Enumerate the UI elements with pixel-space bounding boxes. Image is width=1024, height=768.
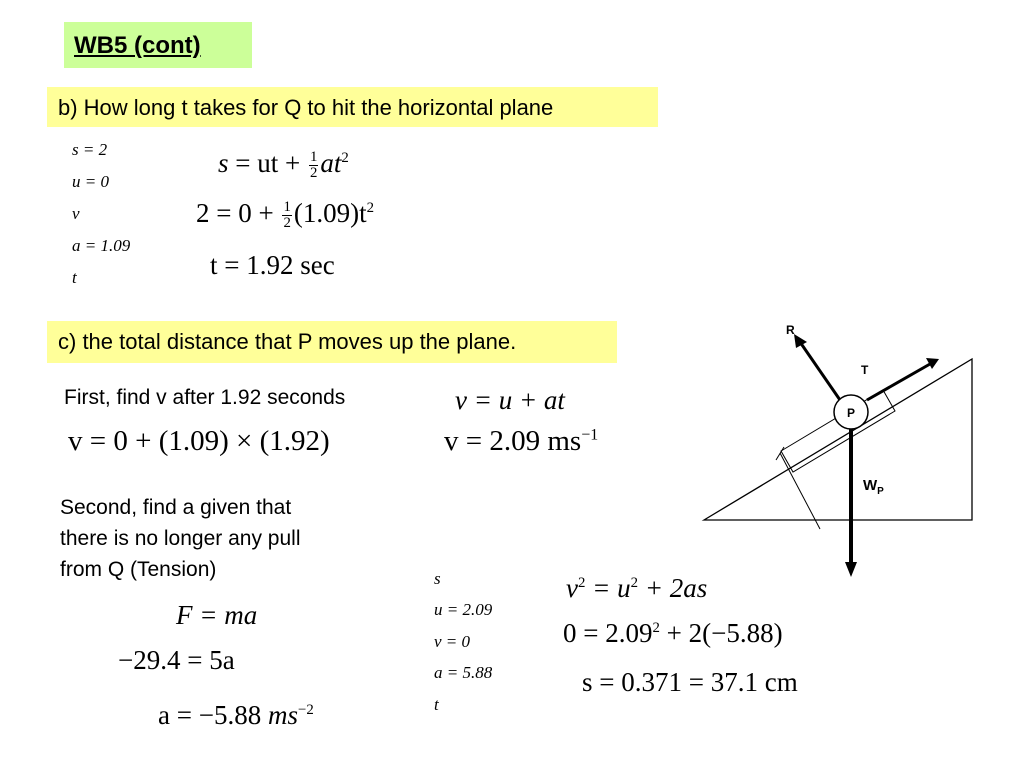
equation-velocity: v = u + at [455, 385, 565, 415]
suvat-item: v = 0 [434, 632, 471, 651]
equation-time-result: t = 1.92 sec [210, 250, 335, 280]
equation-force-substituted: −29.4 = 5a [118, 645, 235, 675]
equation-suvat-displacement: s = ut + $\frac{1}{2}$ $at^2$ [218, 148, 349, 182]
suvat-item: s [434, 569, 441, 588]
force-label-r: R [786, 323, 795, 337]
suvat-item: u = 2.09 [434, 600, 493, 619]
suvat-item: s = 2 [72, 140, 108, 159]
part-c-heading: c) the total distance that P moves up the plane. [58, 329, 517, 354]
fraction-half: $\frac{1}{2}$ [283, 199, 291, 232]
particle-label: P [846, 406, 856, 420]
inclined-plane-diagram [690, 318, 990, 588]
second-step-text: Second, find a given that there is no longer any pull from Q (Tension) [60, 496, 301, 581]
equation-velocity-squared-substituted: $0 = 2.09^2 + 2(-5.88)$ [563, 618, 783, 648]
normal-reaction-arrow [800, 342, 840, 400]
arrow-head [794, 334, 807, 348]
equation-displacement-result: s = 0.371 = 37.1 cm [582, 667, 798, 697]
suvat-item: a = 5.88 [434, 663, 493, 682]
suvat-item: t [434, 695, 439, 714]
first-step-text: First, find v after 1.92 seconds [64, 386, 346, 409]
equation-velocity-squared: $v^2 = u^2 + 2as$ [566, 573, 708, 603]
part-b-heading: b) How long t takes for Q to hit the horizontal plane [58, 95, 554, 120]
tension-arrow [867, 364, 930, 400]
arrow-head [845, 562, 857, 577]
equation-newton-second-law: F = ma [176, 600, 258, 630]
part-b-heading-box [47, 87, 658, 127]
suvat-item: v [72, 204, 80, 223]
suvat-item: t [72, 268, 77, 287]
force-label-t: T [861, 363, 869, 377]
force-label-w: $W_P$ [863, 477, 884, 497]
title-box [64, 22, 252, 68]
equation-velocity-result: v = 2.09 $ms^{-1}$ [444, 425, 599, 457]
slide-title: WB5 (cont) [74, 32, 201, 59]
suvat-item: a = 1.09 [72, 236, 131, 255]
equation-velocity-substituted: v = 0 + (1.09) × (1.92) [68, 425, 330, 457]
fraction-half: $\frac{1}{2}$ [309, 149, 318, 182]
equation-substituted: 2 = 0 + $\frac{1}{2}$ $(1.09)t^2$ [196, 198, 375, 232]
construction-line [780, 453, 820, 529]
suvat-item: u = 0 [72, 172, 109, 191]
part-c-heading-box [47, 321, 617, 363]
incline-triangle [704, 359, 972, 520]
equation-acceleration-result: a = −5.88 $ms^{-2}$ [158, 700, 314, 730]
